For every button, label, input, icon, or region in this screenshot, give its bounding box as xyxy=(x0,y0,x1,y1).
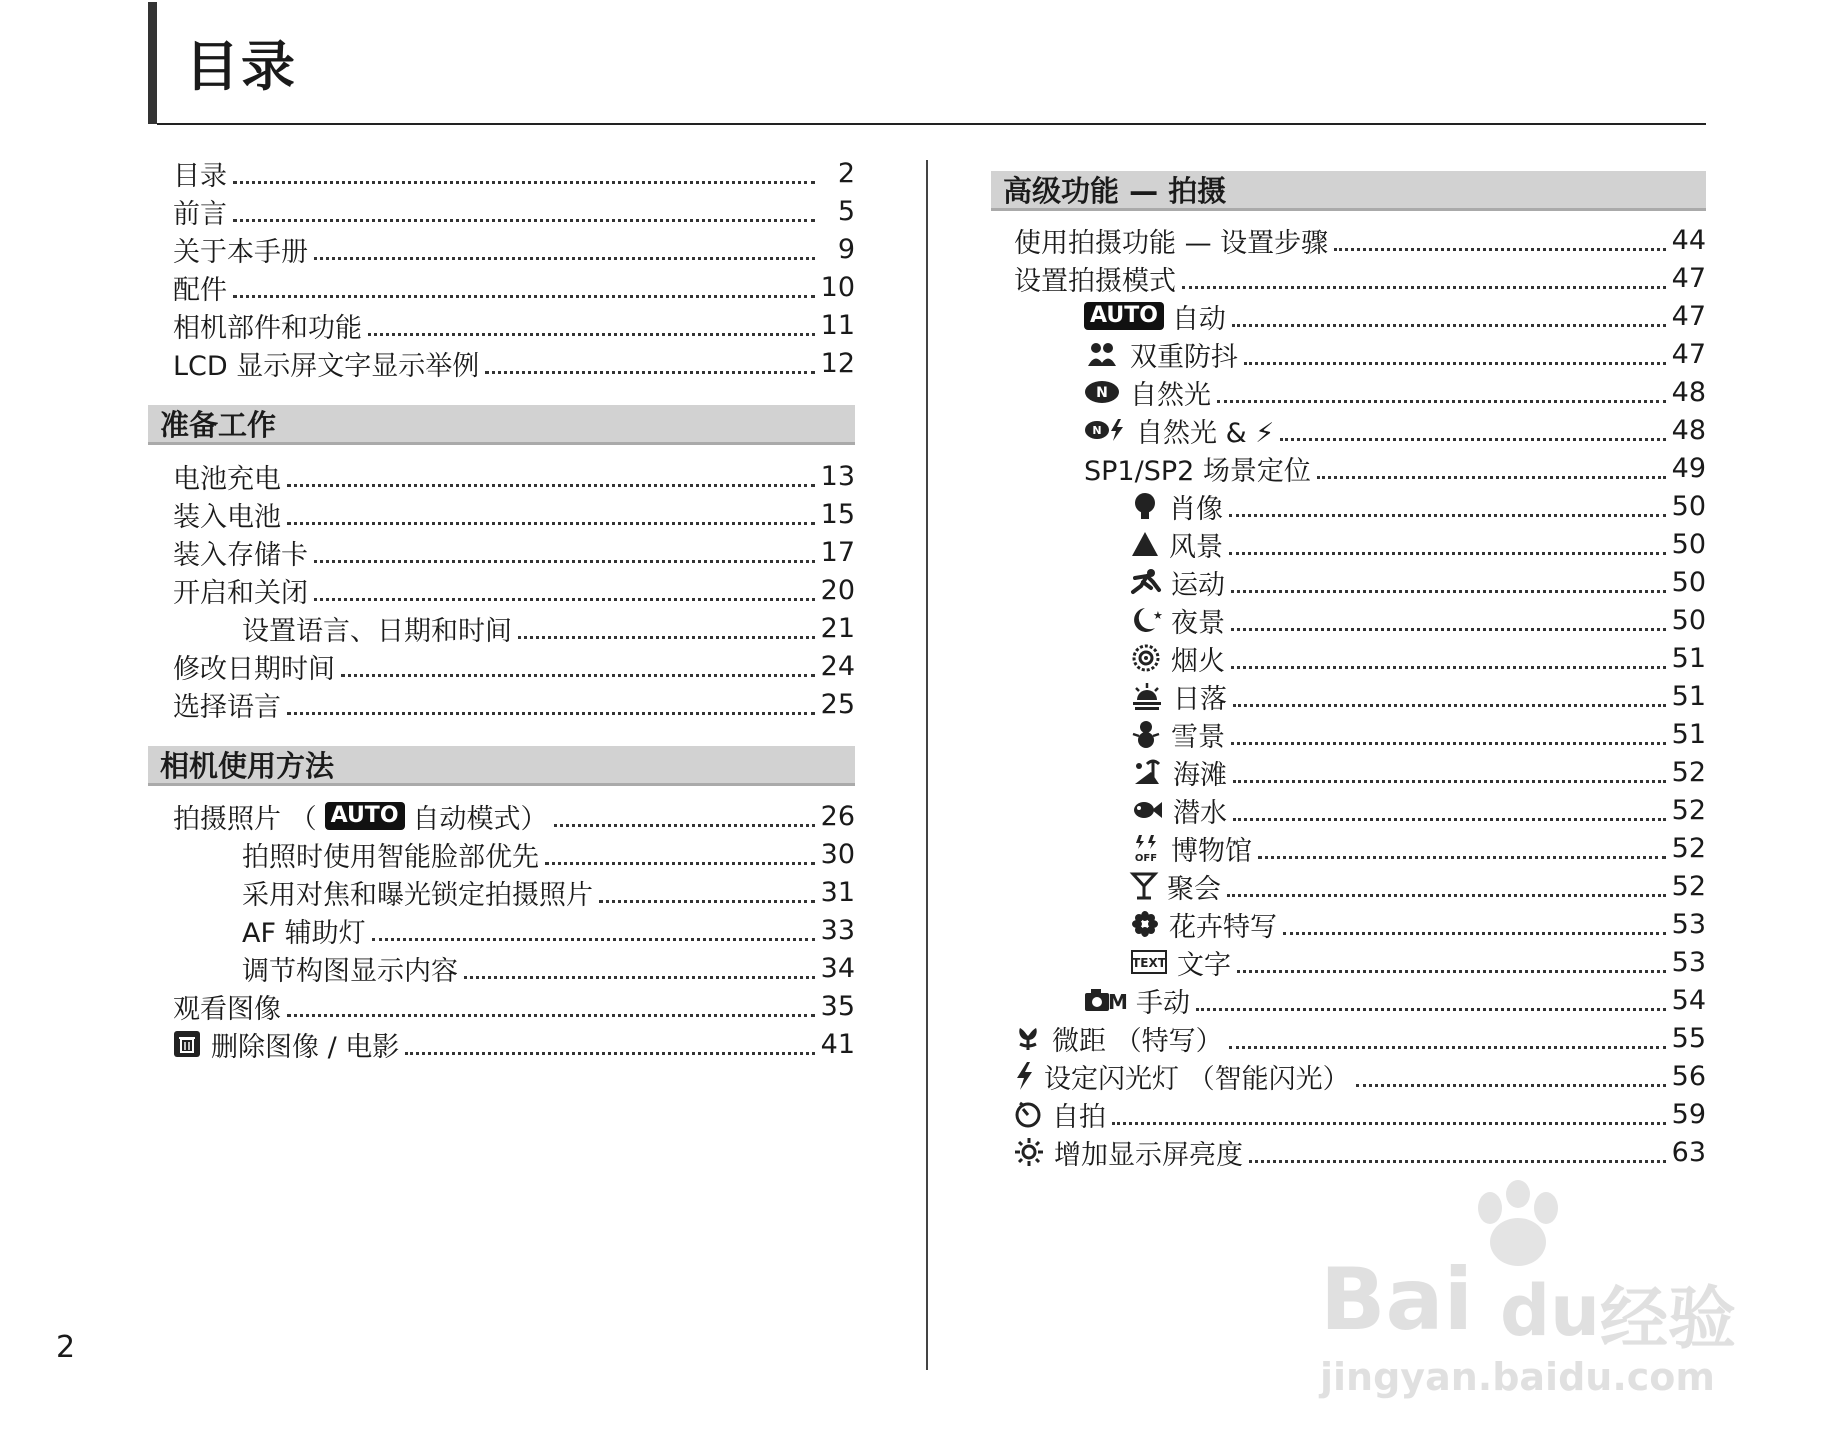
toc-entry[interactable]: 采用对焦和曝光锁定拍摄照片 31 xyxy=(242,876,855,911)
toc-entry[interactable]: 设置语言、日期和时间 21 xyxy=(242,612,855,647)
toc-entry[interactable]: N 自然光 & ⚡ 48 xyxy=(1084,411,1706,449)
section-heading: 相机使用方法 xyxy=(148,746,855,786)
title-rule xyxy=(157,123,1706,125)
toc-entry[interactable]: 雪景 51 xyxy=(1131,715,1706,753)
toc-entry[interactable]: SP1/SP2 场景定位 49 xyxy=(1084,452,1706,487)
svg-text:N: N xyxy=(1096,385,1108,401)
party-icon xyxy=(1131,872,1157,900)
paw-logo-icon xyxy=(1460,1180,1580,1270)
toc-entry[interactable]: 相机部件和功能 11 xyxy=(173,309,855,344)
text-icon xyxy=(1131,950,1167,974)
toc-entry[interactable]: 设置拍摄模式 47 xyxy=(1014,262,1706,297)
toc-entry[interactable]: 前言 5 xyxy=(173,195,855,230)
toc-entry[interactable]: 海滩 52 xyxy=(1131,753,1706,791)
watermark-brand-du: du xyxy=(1500,1270,1600,1352)
toc-entry[interactable]: 开启和关闭 20 xyxy=(173,574,855,609)
toc-entry[interactable]: 运动 50 xyxy=(1131,563,1706,601)
toc-entry[interactable]: ★ 夜景 50 xyxy=(1131,601,1706,639)
toc-entry[interactable]: 拍摄照片 （ AUTO 自动模式） 26 xyxy=(173,800,855,835)
trash-icon xyxy=(173,1030,201,1058)
natural-light-flash-icon xyxy=(1084,418,1126,442)
watermark-suffix: 经验 xyxy=(1600,1280,1737,1359)
landscape-icon xyxy=(1131,531,1159,557)
toc-entry[interactable]: N 自然光 48 xyxy=(1084,373,1706,411)
toc-entry[interactable]: 电池充电 13 xyxy=(173,460,855,495)
toc-entry[interactable]: 设定闪光灯 （智能闪光） 56 xyxy=(1014,1057,1706,1095)
svg-text:TEXT: TEXT xyxy=(1132,956,1166,970)
toc-entry[interactable]: 目录 2 xyxy=(173,157,855,192)
toc-entry[interactable]: 使用拍摄功能 — 设置步骤 44 xyxy=(1014,224,1706,259)
svg-text:OFF: OFF xyxy=(1134,853,1158,864)
toc-entry[interactable]: 自拍 59 xyxy=(1014,1095,1706,1133)
auto-mode-icon: AUTO xyxy=(325,802,405,830)
toc-entry[interactable]: 双重防抖 47 xyxy=(1084,335,1706,373)
toc-entry[interactable]: 肖像 50 xyxy=(1131,487,1706,525)
toc-entry[interactable]: 聚会 52 xyxy=(1131,867,1706,905)
sport-icon xyxy=(1131,568,1161,596)
svg-text:N: N xyxy=(1092,424,1102,437)
toc-entry[interactable]: 装入存储卡 17 xyxy=(173,536,855,571)
dual-is-icon xyxy=(1084,341,1120,367)
portrait-icon xyxy=(1131,492,1159,520)
toc-entry[interactable]: LCD 显示屏文字显示举例 12 xyxy=(173,347,855,382)
toc-entry[interactable]: 选择语言 25 xyxy=(173,688,855,723)
underwater-icon xyxy=(1131,797,1163,823)
baidu-watermark xyxy=(1300,1180,1750,1400)
section-heading: 高级功能 — 拍摄 xyxy=(991,171,1706,211)
toc-entry[interactable]: 花卉特写 53 xyxy=(1131,905,1706,943)
watermark-brand: Bai xyxy=(1320,1250,1474,1350)
toc-entry[interactable]: 配件 10 xyxy=(173,271,855,306)
natural-light-icon xyxy=(1084,380,1120,404)
auto-mode-icon: AUTO xyxy=(1084,302,1164,330)
page-title: 目录 xyxy=(185,35,297,98)
toc-entry[interactable]: 潜水 52 xyxy=(1131,791,1706,829)
night-icon xyxy=(1131,606,1161,634)
watermark-url: jingyan.baidu.com xyxy=(1320,1355,1715,1399)
toc-entry[interactable]: 风景 50 xyxy=(1131,525,1706,563)
toc-entry[interactable]: 调节构图显示内容 34 xyxy=(242,952,855,987)
flash-icon xyxy=(1014,1061,1034,1091)
toc-entry[interactable]: AUTO 自动 47 xyxy=(1084,297,1706,335)
toc-entry[interactable]: 微距 （特写） 55 xyxy=(1014,1019,1706,1057)
snow-icon xyxy=(1131,720,1161,748)
brightness-icon xyxy=(1014,1137,1044,1167)
svg-text:★: ★ xyxy=(1153,609,1163,622)
toc-entry[interactable]: 修改日期时间 24 xyxy=(173,650,855,685)
toc-entry[interactable]: AF 辅助灯 33 xyxy=(242,914,855,949)
flower-icon xyxy=(1131,910,1159,938)
fireworks-icon xyxy=(1131,644,1161,672)
toc-entry[interactable]: 拍照时使用智能脸部优先 30 xyxy=(242,838,855,873)
sunset-icon xyxy=(1131,682,1163,710)
toc-entry[interactable]: TEXT 文字 53 xyxy=(1132,946,1706,981)
toc-entry[interactable]: OFF 博物馆 52 xyxy=(1131,829,1706,867)
macro-icon xyxy=(1014,1024,1042,1052)
self-timer-icon xyxy=(1014,1100,1042,1128)
toc-entry[interactable]: M 手动 54 xyxy=(1084,981,1706,1019)
title-accent-bar xyxy=(148,2,157,124)
page-number: 2 xyxy=(56,1330,76,1365)
toc-entry[interactable]: 装入电池 15 xyxy=(173,498,855,533)
toc-entry[interactable]: 日落 51 xyxy=(1131,677,1706,715)
toc-entry[interactable]: 烟火 51 xyxy=(1131,639,1706,677)
museum-icon xyxy=(1131,833,1161,863)
toc-entry[interactable]: 关于本手册 9 xyxy=(173,233,855,268)
svg-text:M: M xyxy=(1108,990,1128,1014)
manual-icon xyxy=(1084,987,1126,1013)
toc-entry[interactable]: 增加显示屏亮度 63 xyxy=(1014,1133,1706,1171)
toc-entry[interactable]: 删除图像 / 电影 41 xyxy=(173,1025,855,1063)
column-divider xyxy=(926,160,928,1370)
beach-icon xyxy=(1131,758,1163,786)
section-heading: 准备工作 xyxy=(148,405,855,445)
toc-entry[interactable]: 观看图像 35 xyxy=(173,990,855,1025)
